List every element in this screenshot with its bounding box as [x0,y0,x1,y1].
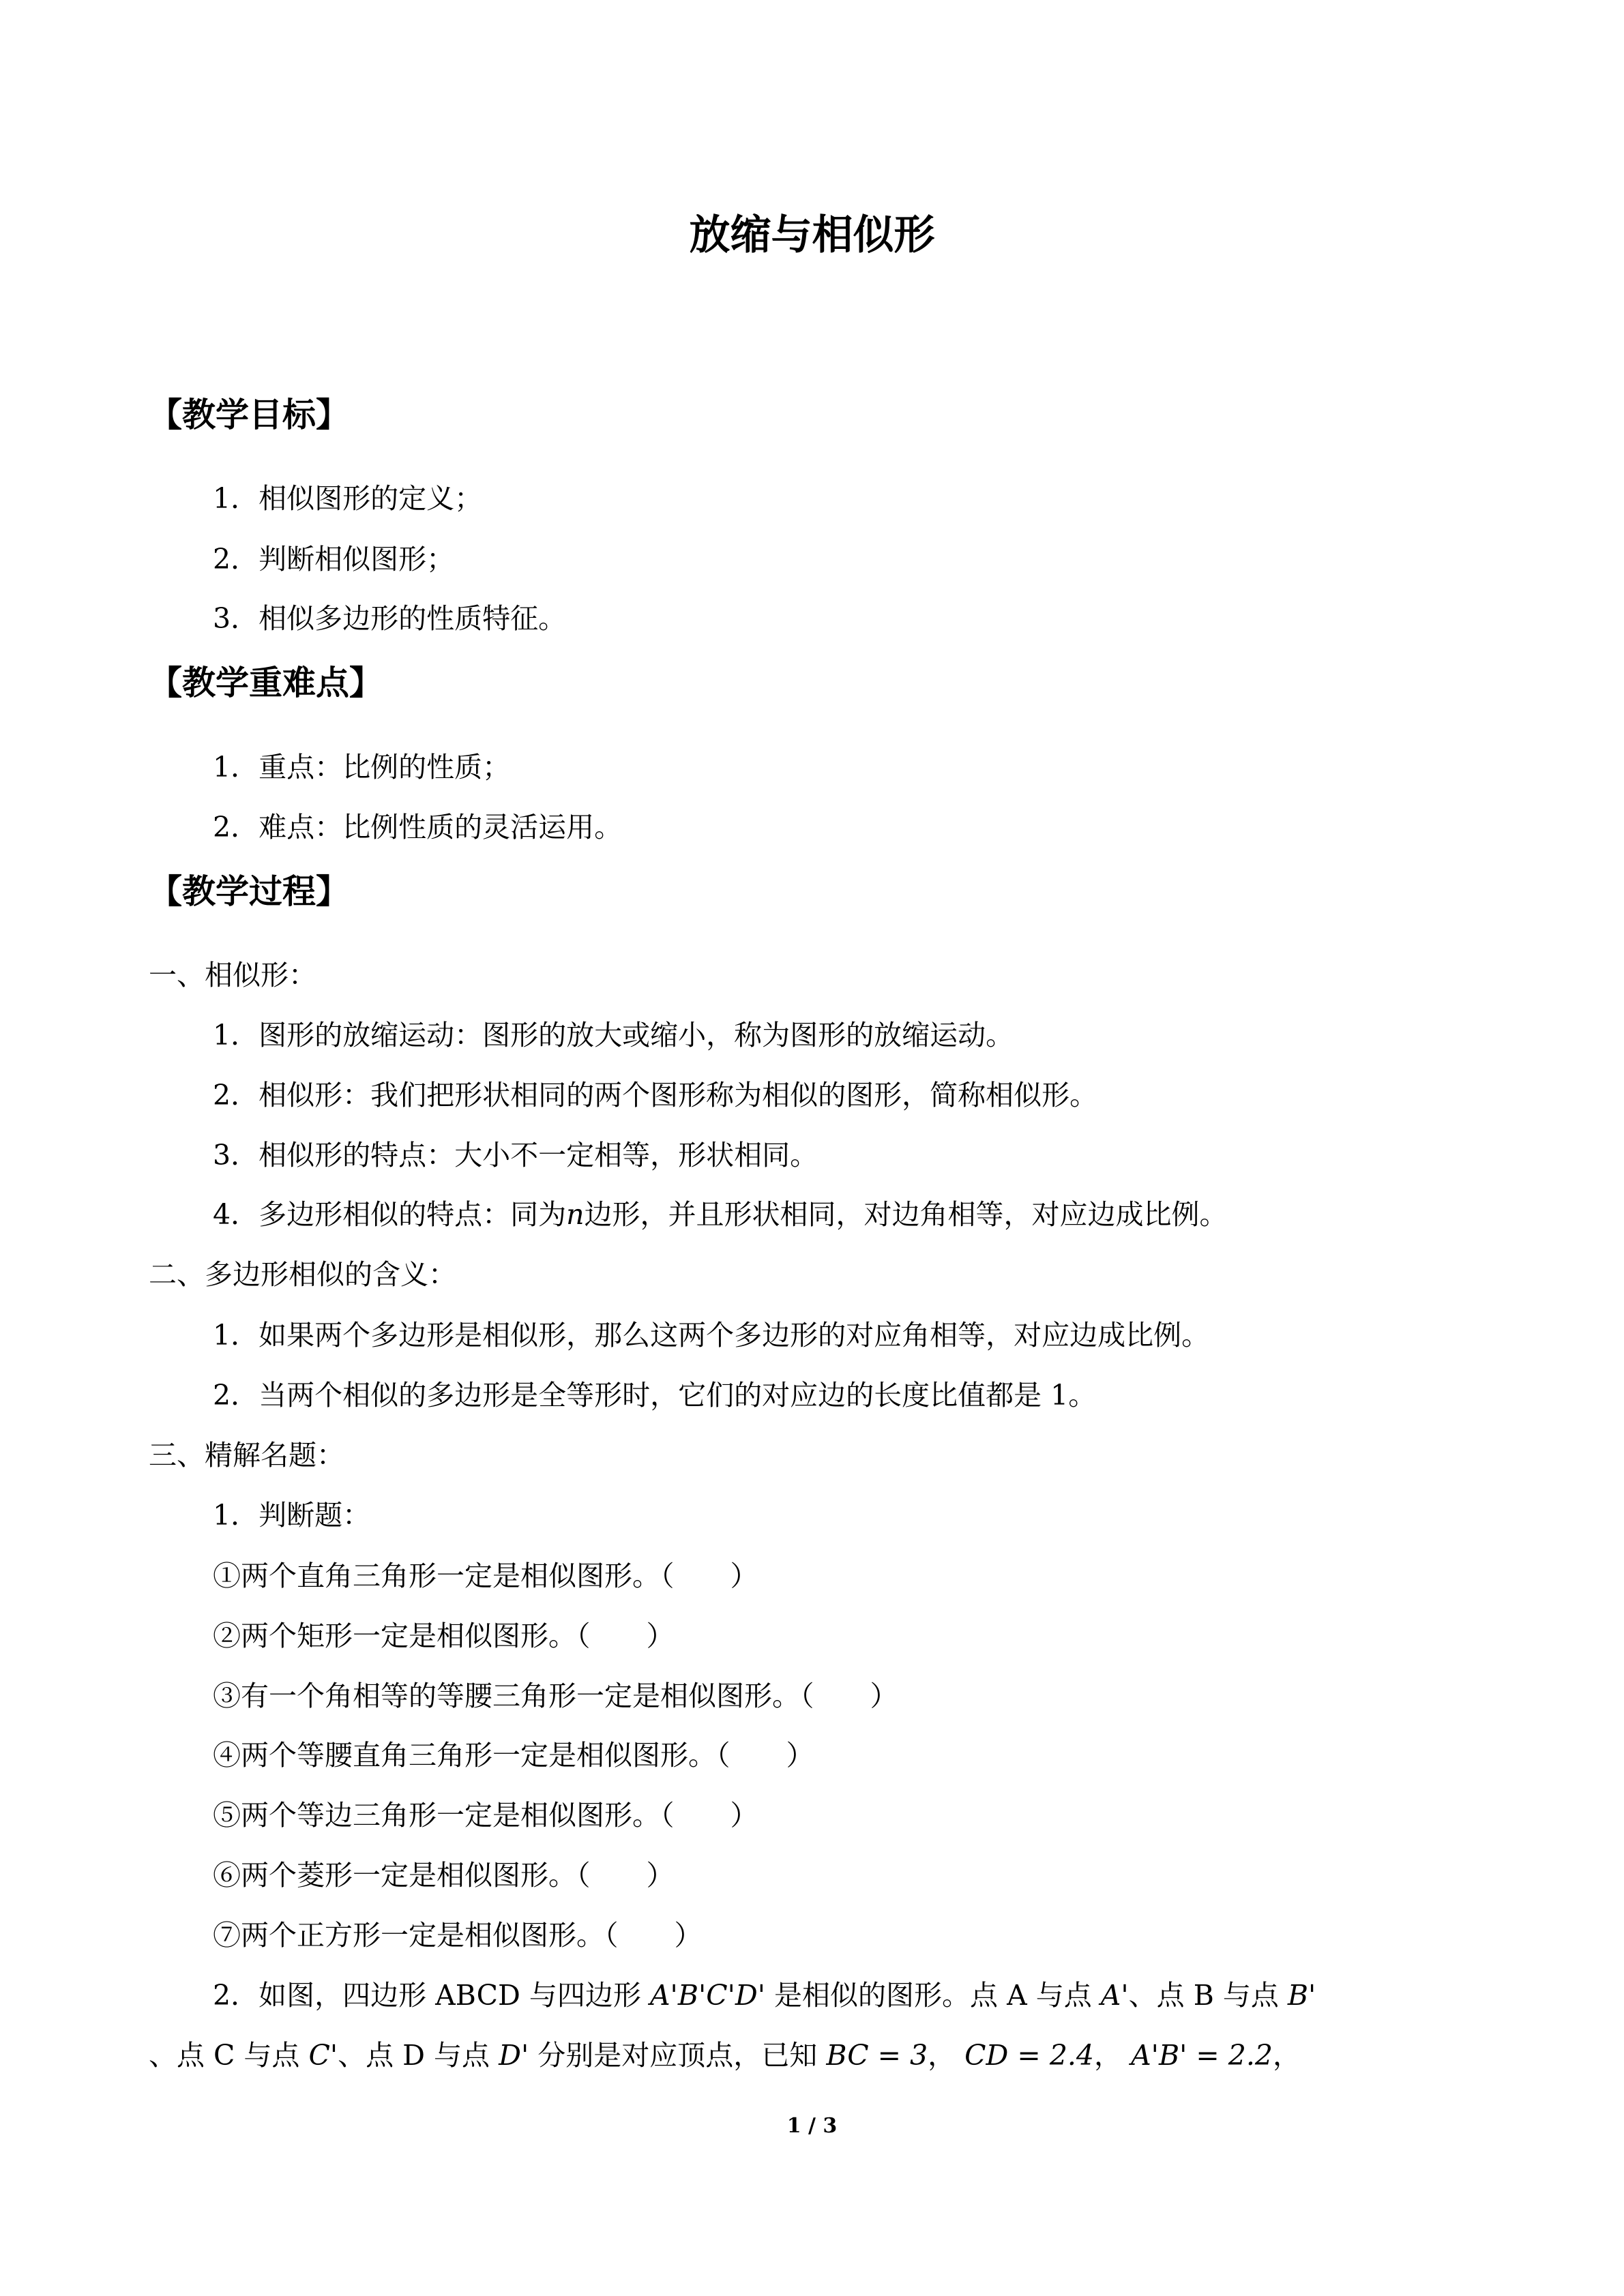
question-label: 1．判断题： [213,1499,371,1532]
math-expression: CD = 2.4 [964,2039,1095,2072]
judgment-item: ②两个矩形一定是相似图形。（ ） [213,1620,675,1652]
list-item: 1．图形的放缩运动：图形的放大或缩小，称为图形的放缩运动。 [213,1019,1014,1052]
text-run: 边形，并且形状相同，对边角相等，对应边成比例。 [584,1198,1228,1231]
judgment-item: ⑦两个正方形一定是相似图形。（ ） [213,1919,703,1952]
text-run: 分别是对应顶点，已知 [529,2039,827,2072]
list-item: 2．相似形：我们把形状相同的两个图形称为相似的图形，简称相似形。 [213,1079,1098,1112]
math-expression: A'B' = 2.2 [1131,2039,1273,2072]
key-point-item: 1．重点：比例的性质； [213,751,511,784]
text-run: 、点 C 与点 [149,2039,309,2072]
math-expression: B' [1287,1979,1316,2012]
page-title: 放缩与相似形 [689,211,935,259]
text-run: 2．如图，四边形 ABCD 与四边形 [213,1979,650,2012]
part-label: 二、多边形相似的含义： [149,1258,456,1291]
text-run: 、点 B 与点 [1128,1979,1288,2012]
text-run: ， [928,2039,965,2072]
math-expression: A' [1100,1979,1129,2012]
text-run: ， [1094,2039,1132,2072]
math-expression: BC = 3 [826,2039,928,2072]
judgment-item: ①两个直角三角形一定是相似图形。（ ） [213,1560,758,1592]
math-expression: D' [499,2039,529,2072]
list-item: 1．如果两个多边形是相似形，那么这两个多边形的对应角相等，对应边成比例。 [213,1319,1210,1352]
judgment-item: ⑤两个等边三角形一定是相似图形。（ ） [213,1799,758,1832]
page-number: 1 / 3 [786,2114,838,2138]
question-text [149,2036,1301,2074]
judgment-item: ③有一个角相等的等腰三角形一定是相似图形。（ ） [213,1680,898,1712]
list-item: 2．当两个相似的多边形是全等形时，它们的对应边的长度比值都是 1。 [213,1379,1097,1412]
math-expression: C' [308,2039,338,2072]
text-run: 、点 D 与点 [338,2039,499,2072]
part-label: 三、精解名题： [149,1439,344,1472]
text-run: 4．多边形相似的特点：同为 [213,1198,567,1231]
goal-item: 1．相似图形的定义； [213,482,483,515]
part-label: 一、相似形： [149,959,316,992]
text-run: 是相似的图形。点 A 与点 [765,1979,1101,2012]
key-point-item: 2．难点：比例性质的灵活运用。 [213,811,623,844]
section-heading-key-points: 【教学重难点】 [149,664,383,702]
section-heading-process: 【教学过程】 [149,872,350,911]
judgment-item: ⑥两个菱形一定是相似图形。（ ） [213,1859,675,1892]
math-expression: A'B'C'D' [649,1979,766,2012]
list-item [213,1195,1228,1234]
question-text [213,1976,1316,2014]
section-heading-goals: 【教学目标】 [149,396,350,434]
goal-item: 2．判断相似图形； [213,543,455,576]
list-item: 3．相似形的特点：大小不一定相等，形状相同。 [213,1139,818,1172]
judgment-item: ④两个等腰直角三角形一定是相似图形。（ ） [213,1739,814,1772]
text-run: ， [1272,2039,1301,2072]
goal-item: 3．相似多边形的性质特征。 [213,602,567,635]
math-variable: n [566,1198,585,1231]
